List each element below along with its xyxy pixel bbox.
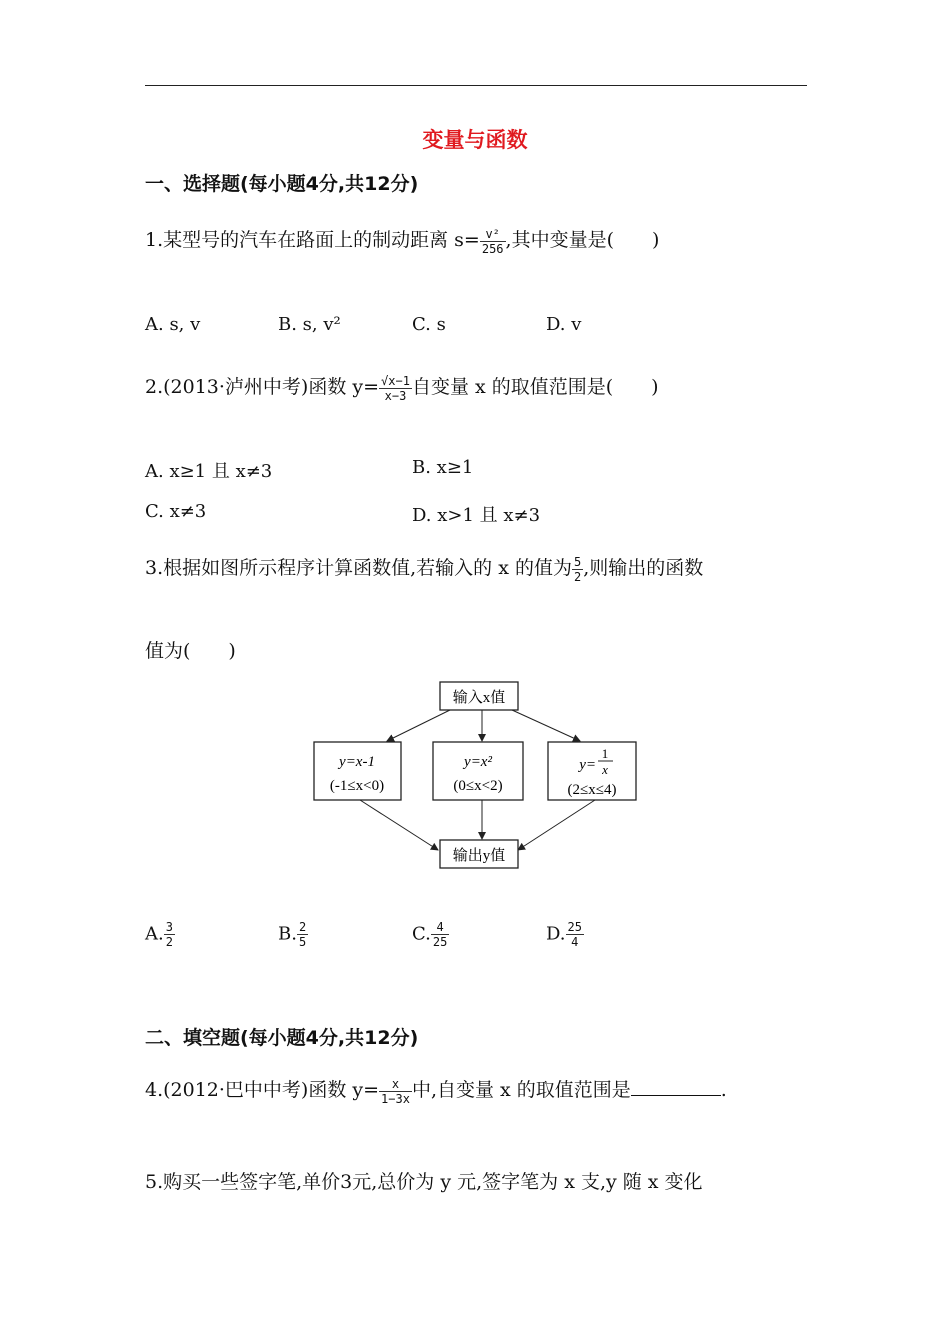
q3-line2: 值为( ) <box>145 640 236 662</box>
q4-fraction <box>379 1077 412 1106</box>
section-fill-heading: 二、填空题(每小题4分,共12分) <box>145 1027 419 1049</box>
box3-domain: (2≤x≤4) <box>567 782 617 798</box>
q1-suffix: ,其中变量是( ) <box>505 229 660 251</box>
q3-option-c-fraction <box>431 920 449 949</box>
box1-domain: (-1≤x<0) <box>329 778 385 794</box>
box3-lhs: y= <box>579 757 596 773</box>
q2-prefix: 2.(2013·泸州中考)函数 y= <box>145 376 380 398</box>
q3-option-d-label: D. <box>546 923 566 945</box>
q3-option-a <box>145 920 175 949</box>
q3-option-c-den: 25 <box>432 935 448 949</box>
arrow-to-box1 <box>387 710 450 741</box>
q3-option-c-label: C. <box>412 923 431 945</box>
q2-option-a: A. x≥1 且 x≠3 <box>145 461 273 482</box>
q1-frac-num: v² <box>480 227 506 242</box>
q1-option-c: C. s <box>412 314 446 335</box>
question-2 <box>145 372 659 403</box>
question-5: 5.购买一些签字笔,单价3元,总价为 y 元,签字笔为 x 支,y 随 x 变化 <box>145 1171 703 1193</box>
box1-formula: y=x-1 <box>339 754 375 770</box>
q4-end: . <box>720 1079 727 1101</box>
q3-option-b-label: B. <box>278 923 297 945</box>
q3-option-d <box>546 920 584 949</box>
arrow-to-box3 <box>512 710 580 741</box>
q2-frac-den: x−3 <box>384 388 407 403</box>
q3-fraction <box>572 555 583 584</box>
q3-option-c <box>412 920 449 949</box>
q4-suffix: 中,自变量 x 的取值范围是 <box>411 1079 631 1101</box>
q4-prefix: 4.(2012·巴中中考)函数 y= <box>145 1079 380 1101</box>
program-flowchart <box>300 675 650 875</box>
q3-option-a-label: A. <box>145 923 164 945</box>
box2-domain: (0≤x<2) <box>453 778 503 794</box>
q3-prefix: 3.根据如图所示程序计算函数值,若输入的 x 的值为 <box>145 557 572 579</box>
box3-den: x <box>602 762 608 777</box>
q2-option-b: B. x≥1 <box>412 457 474 478</box>
q2-suffix: 自变量 x 的取值范围是( ) <box>411 376 659 398</box>
q3-option-a-num: 3 <box>165 920 173 934</box>
q3-option-a-den: 2 <box>165 935 173 949</box>
q3-frac-num: 5 <box>573 554 582 569</box>
box3-num: 1 <box>601 746 609 761</box>
input-label: 输入x值 <box>452 690 506 706</box>
arrow-from-box3 <box>518 800 595 850</box>
q3-option-b-den: 5 <box>298 935 307 949</box>
q3-option-b-fraction <box>297 920 308 949</box>
q4-frac-den: 1−3x <box>381 1091 410 1106</box>
q1-prefix: 1.某型号的汽车在路面上的制动距离 s= <box>145 229 480 251</box>
q1-option-b: B. s, v² <box>278 314 341 335</box>
question-4 <box>145 1075 727 1106</box>
question-1 <box>145 225 659 256</box>
q1-frac-den: 256 <box>481 241 504 256</box>
q4-answer-blank[interactable] <box>631 1077 721 1096</box>
section-choice-heading: 一、选择题(每小题4分,共12分) <box>145 173 419 195</box>
q1-option-a: A. s, v <box>145 314 201 335</box>
q2-option-d: D. x>1 且 x≠3 <box>412 505 541 526</box>
box2-formula: y=x² <box>464 754 492 770</box>
q3-option-d-num: 25 <box>567 920 582 934</box>
q3-option-d-den: 4 <box>571 935 579 949</box>
q3-frac-den: 2 <box>573 569 582 584</box>
q3-suffix: ,则输出的函数 <box>583 557 704 579</box>
page-title: 变量与函数 <box>422 128 528 152</box>
q2-fraction <box>379 374 412 403</box>
q4-frac-num: x <box>379 1077 412 1092</box>
q3-option-d-fraction <box>566 920 584 949</box>
arrow-from-box1 <box>360 800 438 850</box>
q2-option-c: C. x≠3 <box>145 501 207 522</box>
q1-option-d: D. v <box>546 314 582 335</box>
header-rule <box>145 85 807 86</box>
q2-frac-num: √x−1 <box>381 373 410 388</box>
q3-option-a-fraction <box>164 920 175 949</box>
q3-option-b <box>278 920 308 949</box>
question-3 <box>145 553 703 584</box>
q3-option-b-num: 2 <box>298 920 307 934</box>
q1-fraction <box>480 227 506 256</box>
output-label: 输出y值 <box>452 848 506 864</box>
q3-option-c-num: 4 <box>431 920 449 935</box>
